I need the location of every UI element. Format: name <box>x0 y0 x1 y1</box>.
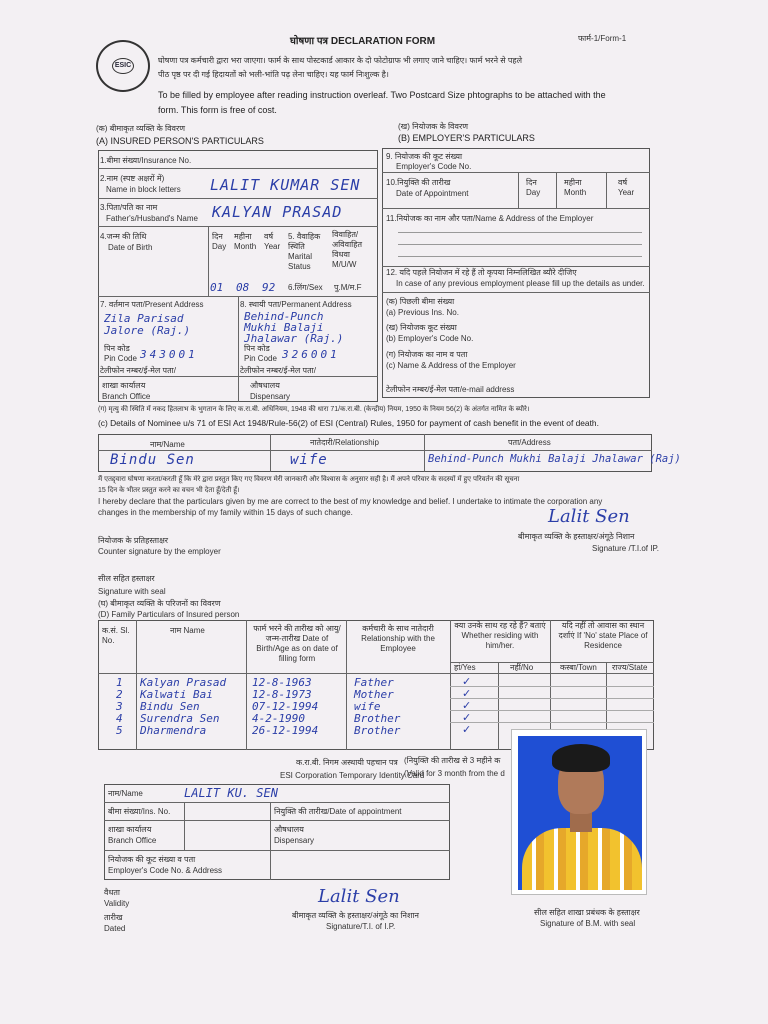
card-ip-signature: Signature/T.I. of I.P. <box>326 922 396 931</box>
section-a-title: (A) INSURED PERSON'S PARTICULARS <box>96 136 264 146</box>
id-card-validity-note: (Valid for 3 month from the d <box>404 769 505 778</box>
ip-signature-label-hi: बीमाकृत व्यक्ति के हस्ताक्षर/अंगूठे निशान <box>518 532 635 541</box>
seal-signature-hi: सील सहित हस्ताक्षर <box>98 574 155 583</box>
insured-name-value: LALIT KUMAR SEN <box>210 176 361 194</box>
family-row-yes-check: ✓ <box>462 724 472 736</box>
perm-pin-value: 326001 <box>282 348 340 361</box>
family-row-dob: 07-12-1994 <box>252 700 319 713</box>
month-label: महीना Month <box>234 232 257 251</box>
nominee-name-header: नाम/Name <box>150 440 185 449</box>
employer-countersign-hi: नियोजक के प्रतिहस्ताक्षर <box>98 536 169 545</box>
family-row-relation: Father <box>354 676 394 689</box>
family-sl-header: क.सं. Sl. No. <box>102 626 130 645</box>
appointment-date-label-hi: 10.नियुक्ति की तारीख <box>386 178 451 187</box>
dispensary-label-hi: औषधालय <box>250 381 280 390</box>
family-row-name: Kalyan Prasad <box>140 676 227 689</box>
declaration-hindi-2: 15 दिन के भीतर प्रस्तुत करने का वचन भी देता हूँ/देती हूँ। <box>98 487 240 494</box>
present-address-line-2: Jalore (Raj.) <box>104 324 191 337</box>
id-card-disp: Dispensary <box>274 836 315 845</box>
family-row-yes-check: ✓ <box>462 712 472 724</box>
family-row-relation: wife <box>354 700 381 713</box>
family-row-dob: 12-8-1973 <box>252 688 312 701</box>
dob-month-value: 08 <box>236 281 250 294</box>
insurance-no-label: 1.बीमा संख्या/Insurance No. <box>100 156 192 165</box>
family-state-header: राज्य/State <box>612 663 648 672</box>
present-address-line-1: Zila Parisad <box>104 312 184 325</box>
dispensary-label: Dispensary <box>250 392 291 401</box>
family-row-sl: 1 <box>116 676 123 689</box>
family-row-dob: 4-2-1990 <box>252 712 305 725</box>
previous-employment-label-hi: 12. यदि पहले नियोजन में रहे हैं तो कृपया निम्नलिखित ब्यौरे दीजिए <box>386 268 577 277</box>
prev-code-label: (b) Employer's Code No. <box>386 334 474 343</box>
employer-code-label-hi: 9. नियोजक की कूट संख्या <box>386 152 463 161</box>
perm-pin-label: Pin Code <box>244 354 277 363</box>
family-town-header: कस्बा/Town <box>560 663 597 672</box>
family-yes-header: हां/Yes <box>454 663 476 672</box>
id-card-disp-hi: औषधालय <box>274 825 304 834</box>
permanent-address-line-2: Mukhi Balaji <box>244 321 324 334</box>
hindi-intro-1: घोषणा पत्र कर्मचारी द्वारा भरा जाएगा। फार्म के साथ पोस्टकार्ड आकार के दो फोटोग्राफ भी लगाए जाने चाहिए। फार्म भरने से पहले <box>158 56 523 65</box>
family-row-sl: 4 <box>116 712 123 725</box>
appointment-date-label: Date of Appointment <box>396 189 469 198</box>
family-row-name: Kalwati Bai <box>140 688 213 701</box>
esic-logo <box>96 40 150 92</box>
section-b-title: (B) EMPLOYER'S PARTICULARS <box>398 133 535 143</box>
seal-signature: Signature with seal <box>98 587 166 596</box>
employer-countersign: Counter signature by the employer <box>98 547 221 556</box>
family-row-name: Surendra Sen <box>140 712 220 725</box>
family-row-yes-check: ✓ <box>462 676 472 688</box>
sex-options: पु.M/म.F <box>334 283 362 292</box>
intro-line-1: To be filled by employee after reading instruction overleaf. Two Postcard Size phtographs to be attached with the <box>158 90 606 100</box>
family-title: (D) Family Particulars of Insured person <box>98 610 240 619</box>
nominee-hindi: (ग) मृत्यु की स्थिति में नकद हितलाभ के भुगतान के लिए क.रा.बी. अधिनियम, 1948 की धारा 71/क.रा.बी. (केन्द्रीय) नियम, 1950 के नियम 56(2) के अंतर्गत नामित के ब्यौरे। <box>98 406 530 413</box>
id-card-title: ESI Corporation Temporary Identity Card <box>280 771 425 780</box>
employer-name-address-label: 11.नियोजक का नाम और पता/Name & Address of the Employer <box>386 214 594 223</box>
id-card-branch-hi: शाखा कार्यालय <box>108 825 152 834</box>
present-address-label: 7. वर्तमान पता/Present Address <box>100 300 204 309</box>
family-hindi: (घ) बीमाकृत व्यक्ति के परिजनों का विवरण <box>98 599 221 608</box>
id-card-hindi: क.रा.बी. निगम अस्थायी पहचान पत्र <box>296 758 398 767</box>
previous-employment-label: In case of any previous employment please fill up the details as under. <box>396 279 645 288</box>
ip-signature-label: Signature /T.I.of IP. <box>592 544 660 553</box>
branch-office-label-hi: शाखा कार्यालय <box>102 381 146 390</box>
present-pin-value: 343001 <box>140 348 198 361</box>
id-card-validity-hi: (नियुक्ति की तारीख से 3 महीने क <box>404 756 501 765</box>
permanent-address-line-3: Jhalawar (Raj.) <box>244 332 344 345</box>
father-name-value: KALYAN PRASAD <box>212 203 343 221</box>
nominee-address-header: पता/Address <box>508 438 551 447</box>
perm-pin-label-hi: पिन कोड <box>244 344 270 353</box>
id-card-employer: Employer's Code No. & Address <box>108 866 223 875</box>
appt-month-label: महीना Month <box>564 178 587 197</box>
family-row-yes-check: ✓ <box>462 688 472 700</box>
family-row-relation: Brother <box>354 724 401 737</box>
family-relation-header: कर्मचारी के साथ नातेदारी Relationship with the Employee <box>361 624 435 653</box>
id-card-employer-hi: नियोजक की कूट संख्या व पता <box>108 855 196 864</box>
form-title: घोषणा पत्र DECLARATION FORM <box>290 36 436 47</box>
section-a-hindi: (क) बीमाकृत व्यक्ति के विवरण <box>96 124 186 133</box>
id-card-name-value: LALIT KU. SEN <box>184 786 278 800</box>
esic-logo-text: ESIC <box>112 58 134 74</box>
declaration-text-1: I hereby declare that the particulars given by me are correct to the best of my knowledge and belief. I undertake to intimate the corporation any <box>98 497 603 506</box>
validity-label: Validity <box>104 899 130 908</box>
photo-background <box>518 736 642 890</box>
prev-employer-label-hi: (ग) नियोजक का नाम व पता <box>386 350 468 359</box>
marital-status-label: 5. वैवाहिक स्थिति Marital Status <box>288 232 321 271</box>
nominee-name-value: Bindu Sen <box>110 452 195 468</box>
family-dob-header: फार्म भरने की तारीख को आयु/जन्म-तारीख Date of Birth/Age as on date of filling form <box>253 624 341 663</box>
family-row-sl: 5 <box>116 724 123 737</box>
declaration-hindi-1: मैं एतद्द्वारा घोषणा करता/करती हूँ कि मेरे द्वारा प्रस्तुत किए गए विवरण मेरी जानकारी और विश्वास के अनुसार सही है। मैं अपने परिवार के सदस्यों में हुए परिवर्तन की सूचना <box>98 476 520 483</box>
family-row-relation: Mother <box>354 688 394 701</box>
form-number: फार्म-1/Form-1 <box>578 34 627 43</box>
hindi-intro-2: पीठ पृष्ठ पर दी गई हिदायतों को भली-भांति पढ़ लेना चाहिए। यह फार्म निःशुल्क है। <box>158 70 389 79</box>
insured-signature-1: Lalit Sen <box>548 506 630 527</box>
photo-hair <box>552 744 610 772</box>
family-no-header: नहीं/No <box>510 663 534 672</box>
nominee-relation-header: नातेदारी/Relationship <box>310 438 379 447</box>
id-card-doa-label: नियुक्ति की तारीख/Date of appointment <box>274 807 402 816</box>
dob-label: Date of Birth <box>108 243 153 252</box>
day-label: दिन Day <box>212 232 227 251</box>
present-pin-label-hi: पिन कोड <box>104 344 130 353</box>
id-card-ins-label: बीमा संख्या/Ins. No. <box>108 807 171 816</box>
family-row-name: Dharmendra <box>140 724 207 737</box>
sex-label: 6.लिंग/Sex <box>288 283 323 292</box>
nominee-relation-value: wife <box>290 452 328 468</box>
prev-email-label: टेलीफोन नम्बर/ई-मेल पता/e-mail address <box>386 385 515 394</box>
id-card-branch: Branch Office <box>108 836 157 845</box>
family-row-name: Bindu Sen <box>140 700 200 713</box>
photo-shirt <box>522 828 642 890</box>
year-label: वर्ष Year <box>264 232 281 251</box>
employer-code-label: Employer's Code No. <box>396 162 472 171</box>
family-row-sl: 3 <box>116 700 123 713</box>
family-row-yes-check: ✓ <box>462 700 472 712</box>
dob-day-value: 01 <box>210 281 224 294</box>
dob-year-value: 92 <box>262 281 276 294</box>
branch-office-label: Branch Office <box>102 392 151 401</box>
name-label: Name in block letters <box>106 185 181 194</box>
permanent-address-label: 8. स्थायी पता/Permanent Address <box>240 300 352 309</box>
family-name-header: नाम Name <box>170 626 205 635</box>
prev-code-label-hi: (ख) नियोजक कूट संख्या <box>386 323 457 332</box>
prev-ins-label: (a) Previous Ins. No. <box>386 308 459 317</box>
nominee-title: (c) Details of Nominee u/s 71 of ESI Act 1948/Rule-56(2) of ESI (Central) Rules, 1950 for payment of cash benefit in the event of death. <box>98 418 599 428</box>
prev-ins-label-hi: (क) पिछली बीमा संख्या <box>386 297 455 306</box>
family-row-dob: 12-8-1963 <box>252 676 312 689</box>
dated-label-hi: तारीख <box>104 913 123 922</box>
bm-signature-hi: सील सहित शाखा प्रबंधक के हस्ताक्षर <box>534 908 640 917</box>
intro-line-2: form. This form is free of cost. <box>158 105 277 115</box>
validity-label-hi: वैधता <box>104 888 120 897</box>
present-tel-label: टेलीफोन नम्बर/ई-मेल पता/ <box>100 366 176 375</box>
present-pin-label: Pin Code <box>104 354 137 363</box>
family-residing-header: क्या उनके साथ रह रहे हैं? बताएं Whether residing with him/her. <box>454 621 546 650</box>
insured-signature-2: Lalit Sen <box>318 886 400 907</box>
appt-year-label: वर्ष Year <box>618 178 635 197</box>
card-ip-signature-hi: बीमाकृत व्यक्ति के हस्ताक्षर/अंगूठे का निशान <box>292 911 419 920</box>
perm-tel-label: टेलीफोन नम्बर/ई-मेल पता/ <box>240 366 316 375</box>
family-row-sl: 2 <box>116 688 123 701</box>
passport-photo <box>511 729 647 895</box>
name-label-hi: 2.नाम (स्पष्ट अक्षरों में) <box>100 174 165 183</box>
appt-day-label: दिन Day <box>526 178 541 197</box>
dated-label: Dated <box>104 924 126 933</box>
prev-employer-label: (c) Name & Address of the Employer <box>386 361 516 370</box>
family-place-header: यदि नहीं तो आवास का स्थान दर्शाएं If 'No' state Place of Residence <box>558 621 648 650</box>
id-card-name-label: नाम/Name <box>108 789 143 798</box>
father-label: Father's/Husband's Name <box>106 214 198 223</box>
dob-label-hi: 4.जन्म की तिथि <box>100 232 147 241</box>
section-b-hindi: (ख) नियोजक के विवरण <box>398 122 469 131</box>
permanent-address-line-1: Behind-Punch <box>244 310 324 323</box>
father-label-hi: 3.पिता/पति का नाम <box>100 203 158 212</box>
marital-options: विवाहित/ अविवाहित विधवा M/U/W <box>332 230 363 269</box>
nominee-address-value: Behind-Punch Mukhi Balaji Jhalawar (Raj) <box>428 453 681 465</box>
family-row-dob: 26-12-1994 <box>252 724 319 737</box>
bm-signature: Signature of B.M. with seal <box>540 919 636 928</box>
declaration-text-2: changes in the membership of my family within 15 days of such change. <box>98 508 353 517</box>
family-row-relation: Brother <box>354 712 401 725</box>
